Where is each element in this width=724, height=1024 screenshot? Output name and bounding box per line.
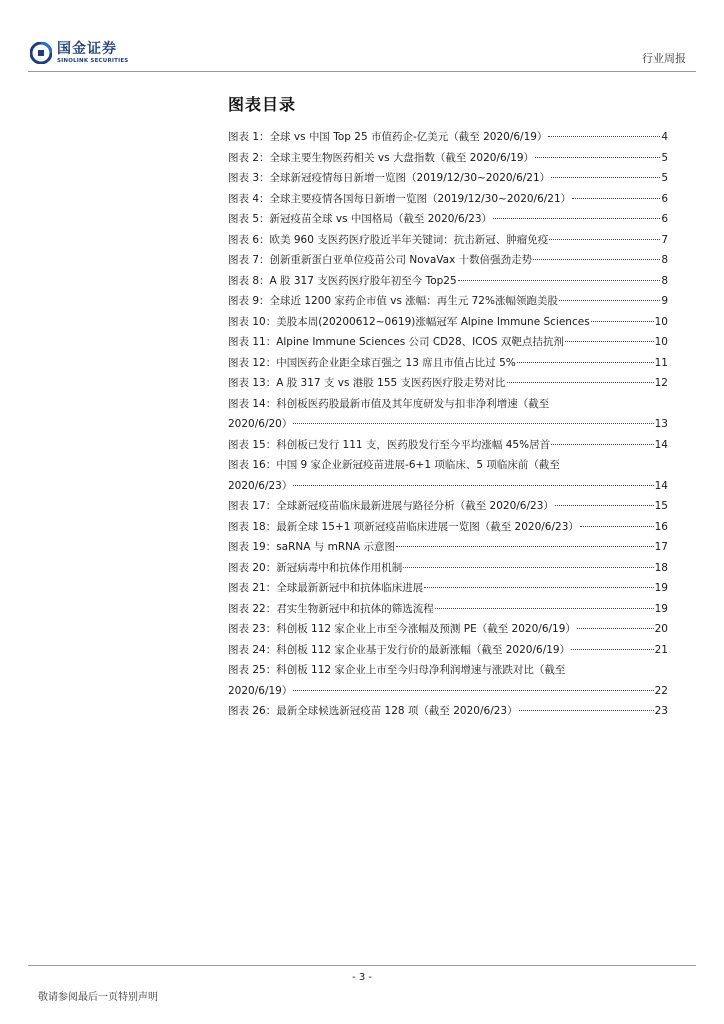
toc-entry-page: 4	[661, 131, 668, 143]
toc-entry-text: 图表 6：欧美 960 支医药医疗股近半年关键词：抗击新冠、肿瘤免疫	[228, 233, 549, 246]
dot-leader	[571, 649, 654, 650]
toc-entry[interactable]	[228, 660, 668, 701]
toc-entry-text: 图表 22：君实生物新冠中和抗体的筛选流程	[228, 602, 434, 615]
toc-entry[interactable]	[228, 168, 668, 189]
toc-entry-page: 21	[654, 643, 668, 656]
toc-entry-text: 图表 24：科创板 112 家企业基于发行价的最新涨幅（截至 2020/6/19）	[228, 643, 571, 656]
report-type-label: 行业周报	[642, 52, 686, 65]
toc-entry[interactable]	[228, 189, 668, 210]
toc-entry-text-line1: 图表 14：科创板医药股最新市值及其年度研发与扣非净利增速（截至	[228, 397, 550, 410]
dot-leader	[293, 690, 653, 691]
toc-entry-text: 图表 3：全球新冠疫情每日新增一览图（2019/12/30~2020/6/21）	[228, 172, 551, 184]
toc-entry-page: 18	[654, 561, 668, 574]
header-divider	[28, 71, 696, 72]
toc-entry[interactable]	[228, 127, 668, 148]
toc-entry[interactable]	[228, 455, 668, 496]
toc-entry-page: 8	[661, 254, 668, 266]
dot-leader	[548, 136, 660, 137]
dot-leader	[435, 608, 654, 609]
toc-entry-page: 12	[654, 377, 668, 389]
toc-title: 图表目录	[228, 95, 297, 114]
toc-entry[interactable]	[228, 640, 668, 661]
toc-entry-page: 8	[661, 274, 668, 287]
toc-entry-page: 23	[654, 705, 668, 717]
toc-entry-page: 6	[661, 213, 668, 225]
toc-entry-page: 14	[654, 479, 668, 492]
dot-leader	[507, 382, 654, 383]
toc-entry-page: 13	[654, 418, 668, 430]
dot-leader	[555, 505, 654, 506]
toc-entry-page: 16	[654, 520, 668, 533]
dot-leader	[580, 526, 654, 527]
toc-entry-text: 图表 9：全球近 1200 家药企市值 vs 涨幅：再生元 72%涨幅领跑美股	[228, 295, 558, 307]
dot-leader	[535, 157, 660, 158]
dot-leader	[551, 177, 660, 178]
company-logo	[30, 42, 128, 65]
dot-leader	[519, 710, 654, 711]
toc-entry[interactable]	[228, 148, 668, 169]
toc-entry-page: 19	[654, 602, 668, 615]
toc-entry-text-line2: 2020/6/20）	[228, 418, 293, 430]
toc-entry-text-line1: 图表 16：中国 9 家企业新冠疫苗进展-6+1 项临床、5 项临床前（截至	[228, 459, 560, 471]
toc-entry[interactable]	[228, 578, 668, 599]
toc-entry-page: 22	[654, 684, 668, 697]
dot-leader	[591, 321, 654, 322]
dot-leader	[549, 239, 660, 240]
toc-entry[interactable]	[228, 517, 668, 538]
toc-entry[interactable]	[228, 250, 668, 271]
toc-entry-page: 5	[661, 151, 668, 164]
toc-entry[interactable]	[228, 394, 668, 435]
toc-entry-text-line1: 图表 25：科创板 112 家企业上市至今归母净利润增速与涨跌对比（截至	[228, 664, 566, 676]
dot-leader	[293, 423, 653, 424]
toc-entry[interactable]	[228, 496, 668, 517]
toc-entry-page: 19	[654, 582, 668, 594]
toc-entry-page: 9	[661, 295, 668, 307]
toc-entry-text: 图表 8：A 股 317 支医药医疗股年初至今 Top25	[228, 274, 457, 287]
page-header	[0, 0, 724, 80]
toc-entry-page: 11	[654, 356, 668, 369]
dot-leader	[565, 341, 654, 342]
toc-section	[228, 92, 668, 722]
dot-leader	[577, 628, 654, 629]
logo-mark-icon	[30, 42, 52, 64]
dot-leader	[293, 485, 653, 486]
toc-entry[interactable]	[228, 353, 668, 374]
toc-entry-page: 17	[654, 541, 668, 553]
toc-entry-page: 10	[654, 315, 668, 328]
toc-entry[interactable]	[228, 558, 668, 579]
toc-entry-text: 图表 1：全球 vs 中国 Top 25 市值药企-亿美元（截至 2020/6/19）	[228, 131, 548, 143]
toc-entry-text: 图表 2：全球主要生物医药相关 vs 大盘指数（截至 2020/6/19）	[228, 151, 535, 164]
toc-entry[interactable]	[228, 599, 668, 620]
toc-entry-page: 6	[661, 192, 668, 205]
logo-english-name: SINOLINK SECURITIES	[57, 58, 129, 64]
toc-entry-text: 图表 26：最新全球候选新冠疫苗 128 项（截至 2020/6/23）	[228, 705, 518, 717]
toc-entry[interactable]	[228, 537, 668, 558]
toc-entry-text: 图表 18：最新全球 15+1 项新冠疫苗临床进展一览图（截至 2020/6/23）	[228, 520, 579, 533]
toc-entry[interactable]	[228, 291, 668, 312]
dot-leader	[551, 444, 654, 445]
toc-entry-text: 图表 5：新冠疫苗全球 vs 中国格局（截至 2020/6/23）	[228, 213, 493, 225]
dot-leader	[517, 362, 654, 363]
dot-leader	[396, 546, 654, 547]
toc-entry-page: 10	[654, 336, 668, 348]
toc-entry[interactable]	[228, 230, 668, 251]
dot-leader	[572, 198, 660, 199]
dot-leader	[533, 259, 660, 260]
footer-divider	[28, 965, 696, 966]
dot-leader	[403, 567, 653, 568]
toc-entry[interactable]	[228, 435, 668, 456]
dot-leader	[424, 587, 653, 588]
page-number: - 3 -	[352, 972, 372, 983]
toc-entry[interactable]	[228, 373, 668, 394]
dot-leader	[559, 300, 660, 301]
toc-entry-text: 图表 21：全球最新新冠中和抗体临床进展	[228, 582, 424, 594]
toc-entry-text: 图表 11：Alpine Immune Sciences 公司 CD28、ICOS 双靶点拮抗剂	[228, 336, 564, 348]
toc-entry-text: 图表 13：A 股 317 支 vs 港股 155 支医药医疗股走势对比	[228, 377, 506, 389]
toc-entry-page: 7	[661, 233, 668, 246]
dot-leader	[458, 280, 661, 281]
logo-chinese-name: 国金证券	[57, 41, 117, 57]
toc-entry[interactable]	[228, 271, 668, 292]
toc-entry[interactable]	[228, 332, 668, 353]
toc-list	[228, 127, 668, 722]
toc-entry-text: 图表 17：全球新冠疫苗临床最新进展与路径分析（截至 2020/6/23）	[228, 500, 554, 512]
toc-entry-page: 20	[654, 623, 668, 635]
toc-entry-page: 5	[661, 172, 668, 184]
toc-entry-page: 15	[654, 500, 668, 512]
toc-entry-text: 图表 19：saRNA 与 mRNA 示意图	[228, 541, 396, 553]
toc-entry[interactable]	[228, 701, 668, 722]
toc-entry-text: 图表 15：科创板已发行 111 支，医药股发行至今平均涨幅 45%居首	[228, 438, 551, 451]
toc-entry-page: 14	[654, 438, 668, 451]
toc-entry-text-line2: 2020/6/23）	[228, 479, 293, 492]
toc-entry-text-line2: 2020/6/19）	[228, 684, 293, 697]
toc-entry-text: 图表 12：中国医药企业距全球百强之 13 席且市值占比过 5%	[228, 356, 516, 369]
toc-entry[interactable]	[228, 209, 668, 230]
dot-leader	[493, 218, 660, 219]
toc-entry[interactable]	[228, 312, 668, 333]
toc-entry-text: 图表 7：创新重新蛋白亚单位疫苗公司 NovaVax 十数倍强劲走势	[228, 254, 533, 266]
toc-entry-text: 图表 23：科创板 112 家企业上市至今涨幅及预测 PE（截至 2020/6/19）	[228, 623, 576, 635]
toc-entry-text: 图表 4：全球主要疫情各国每日新增一览图（2019/12/30~2020/6/21）	[228, 192, 572, 205]
toc-entry[interactable]	[228, 619, 668, 640]
toc-entry-text: 图表 10：美股本周(20200612~0619)涨幅冠军 Alpine Immune Sciences	[228, 315, 590, 328]
disclaimer-note: 敬请参阅最后一页特别声明	[38, 992, 158, 1003]
toc-entry-text: 图表 20：新冠病毒中和抗体作用机制	[228, 561, 403, 574]
